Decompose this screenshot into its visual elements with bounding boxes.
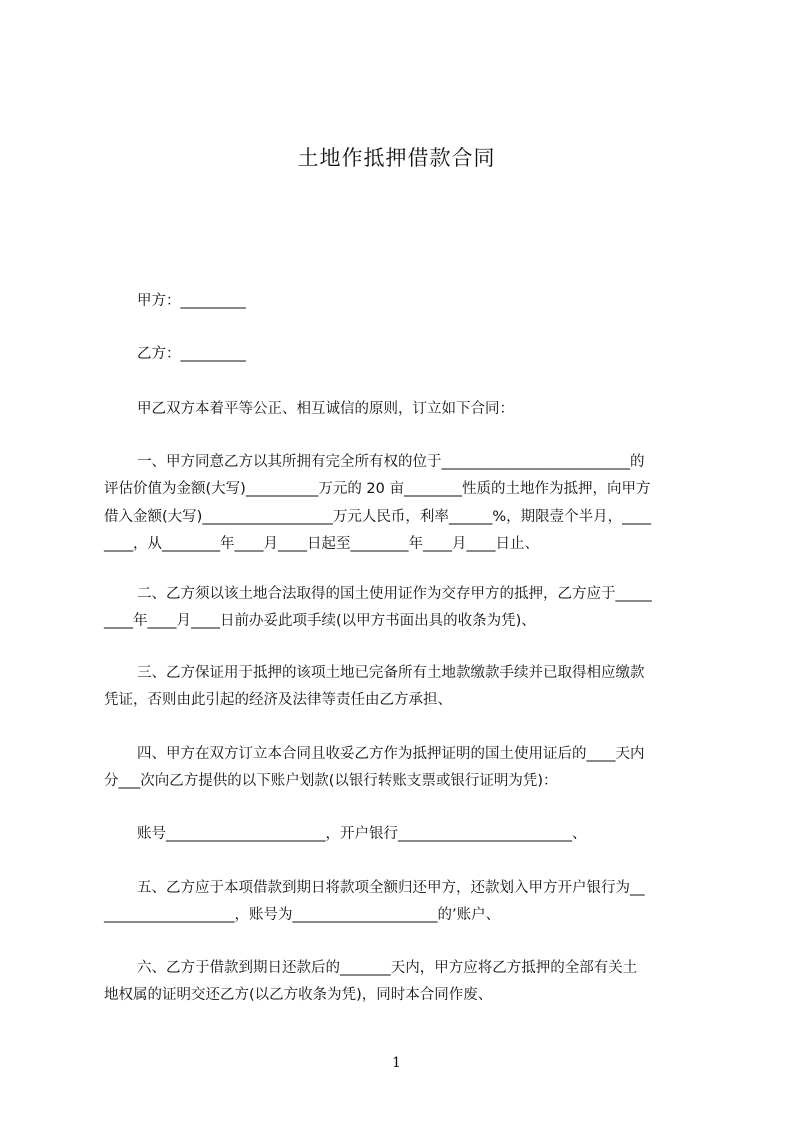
clause-1-line-4: ____，从________年____月____日起至________年____月____日止、 — [104, 536, 539, 552]
clause-1-line-2: 评估价值为金额(大写)__________万元的 20 亩________性质的土地作为抵押，向甲方 — [104, 481, 651, 497]
clause-6-line-2: 地权属的证明交还乙方(以乙方收条为凭)，同时本合同作废、 — [104, 987, 493, 1003]
clause-1-line-1: 一、甲方同意乙方以其所拥有完全所有权的位于__________________________的 — [137, 454, 645, 470]
page-number: 1 — [392, 1055, 401, 1071]
party-b-line: 乙方：_________ — [137, 346, 246, 362]
clause-3-line-1: 三、乙方保证用于抵押的该项土地已完备所有土地款缴款手续并已取得相应缴款 — [137, 665, 645, 681]
clause-3-line-2: 凭证，否则由此引起的经济及法律等责任由乙方承担、 — [104, 692, 452, 708]
clause-4-line-2: 分___次向乙方提供的以下账户划款(以银行转账支票或银行证明为凭)： — [104, 773, 558, 789]
clause-5-line-2: __________________，账号为____________________的’账户、 — [104, 907, 501, 923]
party-a-line: 甲方：_________ — [137, 293, 246, 309]
account-line: 账号______________________，开户银行________________________、 — [137, 826, 587, 842]
clause-6-line-1: 六、乙方于借款到期日还款后的_______天内，甲方应将乙方抵押的全部有关土 — [137, 960, 638, 976]
clause-2-line-2: ____年____月____日前办妥此项手续(以甲方书面出具的收条为凭)、 — [104, 613, 536, 629]
clause-2-line-1: 二、乙方须以该土地合法取得的国土使用证作为交存甲方的抵押，乙方应于_____ — [137, 586, 652, 602]
document-title: 土地作抵押借款合同 — [297, 146, 496, 170]
clause-1-line-3: 借入金额(大写)__________________万元人民币，利率______%，期限壹个半月，____ — [104, 509, 652, 525]
clause-4-line-1: 四、甲方在双方订立本合同且收妥乙方作为抵押证明的国土使用证后的____天内 — [137, 746, 645, 762]
clause-5-line-1: 五、乙方应于本项借款到期日将款项全额归还甲方，还款划入甲方开户银行为__ — [137, 880, 645, 896]
preamble-line: 甲乙双方本着平等公正、相互诚信的原则，订立如下合同： — [137, 401, 514, 417]
